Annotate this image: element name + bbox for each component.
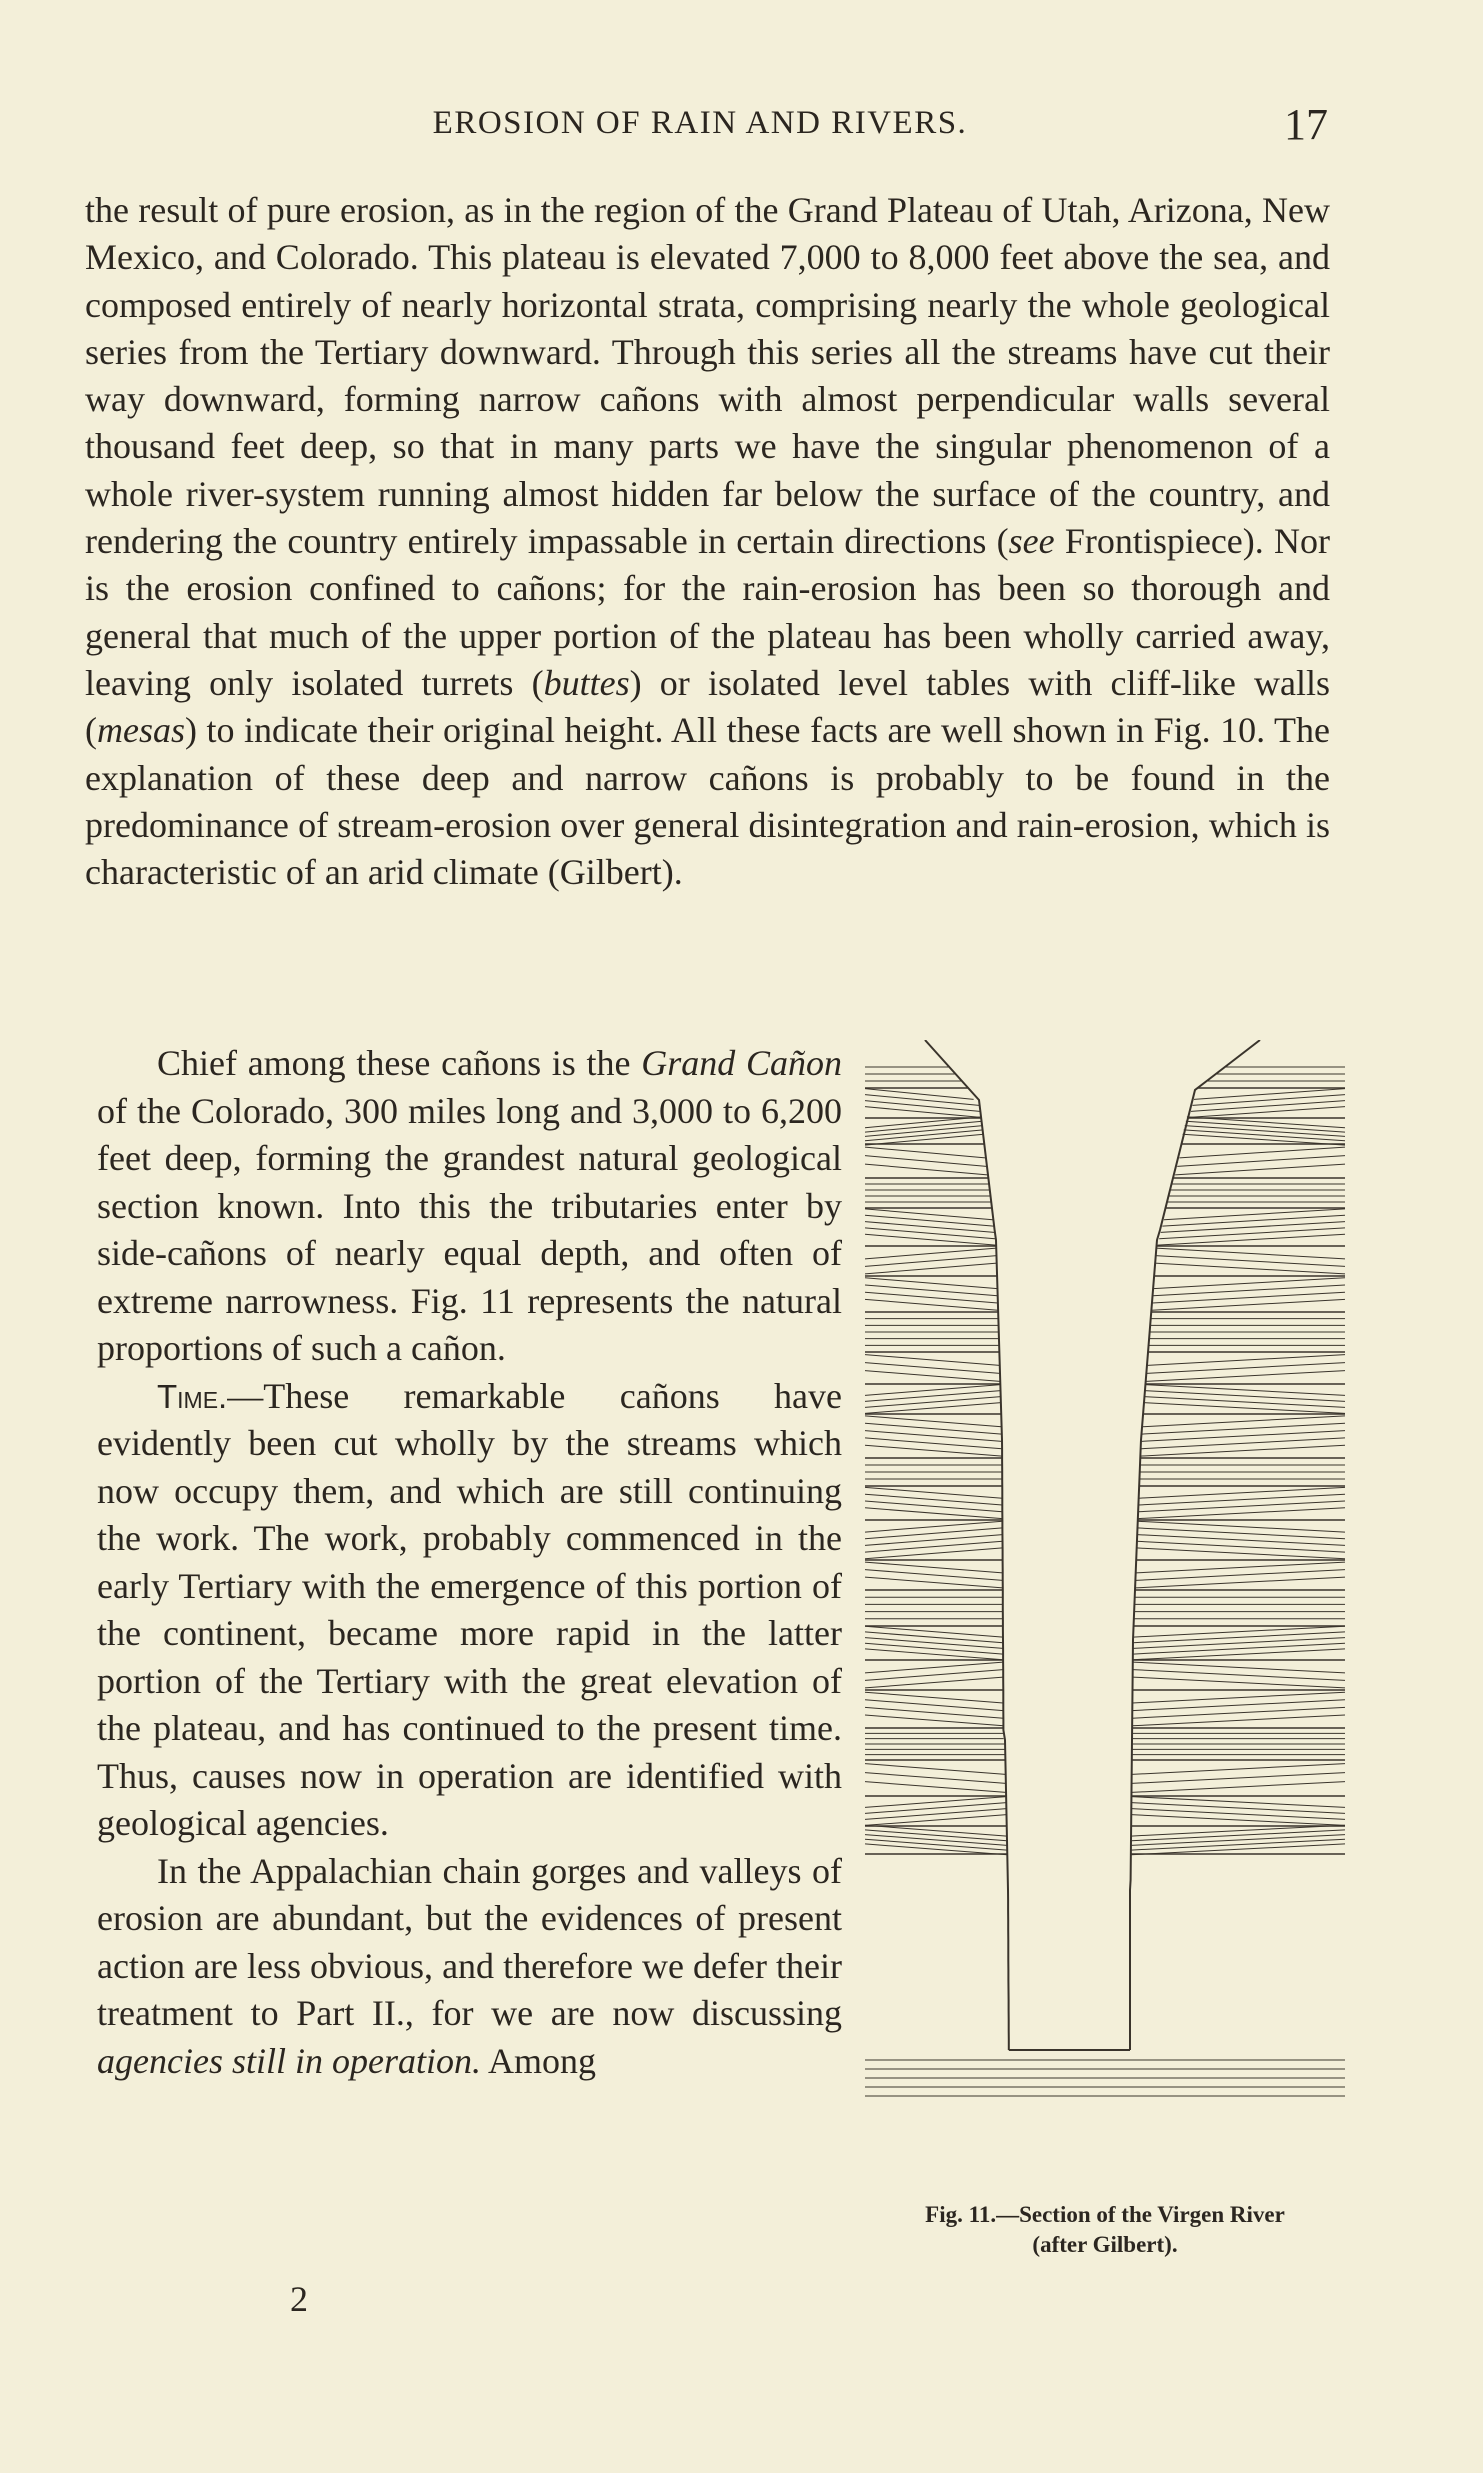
- stratum-hatch-left: [865, 1638, 1003, 1649]
- text-run: Arizona, New Mexico, and Colorado.: [85, 190, 1331, 278]
- figure-canon-section: [865, 1040, 1345, 2300]
- stratum-hatch-left: [865, 1797, 1006, 1808]
- stratum-hatch-right: [1161, 1222, 1345, 1233]
- stratum-hatch-left: [865, 1541, 1003, 1552]
- stratum-hatch-right: [1138, 1508, 1345, 1519]
- stratum-hatch-left: [865, 1548, 1003, 1559]
- text-run: —These remarkable cañons have evidently been cut wholly by the streams which now occupy them, and which are still continuing the work. The work, probably commenced in the early Tertiary with the emergence of this portion of the continent, became more rapid in the latter portion of the Tertiary with the great elevation of the plateau, and has continued to the present time. Thus, causes now in operation are identified with geological agencies.: [97, 1375, 842, 1843]
- canon-section-drawing: [865, 1040, 1345, 2180]
- stratum-hatch-right: [1131, 1839, 1345, 1850]
- stratum-hatch-left: [865, 1403, 1001, 1414]
- stratum-hatch-left: [865, 1501, 1002, 1512]
- stratum-hatch-right: [1131, 1803, 1345, 1814]
- stratum-hatch-right: [1137, 1541, 1345, 1552]
- text-run: This plateau is elevated 7,000 to 8,000 feet above the sea, and composed entirely of nearly horizontal strata, comprising nearly the whole geological series from the Tertiary downward. Through this series all the streams have cut their way downward, forming narrow cañons with almost perpendicular walls several thousand feet deep, so that in many parts we have the singular phenomenon of a whole river-system running almost hidden far below the surface of the country, and rendering the country entirely impassable in certain directions (: [85, 237, 1330, 562]
- section-lead: Time.: [157, 1377, 228, 1415]
- canon-left-wall: [925, 1040, 1009, 2050]
- text-column: [97, 1040, 842, 2085]
- stratum-hatch-left: [865, 1397, 1001, 1408]
- stratum-hatch-left: [865, 1839, 1007, 1850]
- stratum-hatch-right: [1131, 1809, 1345, 1820]
- stratum-hatch-right: [1158, 1234, 1345, 1245]
- stratum-hatch-right: [1190, 1107, 1346, 1118]
- figure-caption: [865, 2200, 1345, 2260]
- stratum-hatch-right: [1145, 1385, 1345, 1396]
- stratum-hatch-right: [1194, 1089, 1345, 1100]
- stratum-hatch-left: [865, 1764, 1006, 1775]
- stratum-hatch-right: [1162, 1215, 1345, 1226]
- stratum-hatch-right: [1139, 1494, 1345, 1505]
- stratum-hatch-right: [1131, 1835, 1345, 1846]
- stratum-hatch-left: [865, 1830, 1007, 1841]
- stratum-hatch-left: [865, 1222, 994, 1233]
- stratum-hatch-left: [865, 1228, 995, 1239]
- stratum-hatch-right: [1139, 1487, 1345, 1498]
- stratum-hatch-left: [865, 1528, 1002, 1539]
- stratum-hatch-left: [865, 1844, 1007, 1855]
- stratum-hatch-right: [1138, 1501, 1345, 1512]
- stratum-hatch-left: [865, 1156, 986, 1167]
- paragraph-time: [97, 1373, 842, 1848]
- stratum-hatch-right: [1131, 1815, 1345, 1826]
- stratum-hatch-left: [865, 1164, 987, 1175]
- stratum-hatch-left: [865, 1089, 974, 1100]
- stratum-hatch-left: [865, 1643, 1003, 1654]
- stratum-hatch-right: [1133, 1643, 1345, 1654]
- stratum-hatch-right: [1137, 1528, 1345, 1539]
- text-run: Frontispiece). Nor is the erosion confined to cañons; for the rain-erosion has been so thorough and general that much of the upper portion of the plateau has been wholly carried away, leaving only isolated turrets (: [85, 521, 1330, 703]
- stratum-hatch-left: [865, 1107, 980, 1118]
- stratum-hatch-right: [1184, 1130, 1345, 1141]
- stratum-hatch-left: [865, 1126, 983, 1137]
- text-run: In the Appalachian chain gorges and valleys of erosion are abundant, but the evidences of present action are less obvious, and therefore we defer their treatment to Part II., for we are now discussing: [97, 1850, 842, 2033]
- stratum-hatch-left: [865, 1147, 985, 1158]
- stratum-hatch-left: [865, 1487, 1002, 1498]
- paragraph-grand-canon: [97, 1040, 842, 1373]
- stratum-hatch-left: [865, 1535, 1003, 1546]
- stratum-hatch-right: [1164, 1209, 1345, 1220]
- italic-text: Grand Cañon: [641, 1043, 842, 1083]
- stratum-hatch-right: [1137, 1535, 1345, 1546]
- stratum-hatch-left: [865, 1809, 1006, 1820]
- stratum-hatch-right: [1133, 1626, 1345, 1637]
- stratum-hatch-left: [865, 1835, 1007, 1846]
- stratum-hatch-right: [1145, 1391, 1345, 1402]
- stratum-hatch-right: [1133, 1649, 1345, 1660]
- stratum-hatch-right: [1131, 1830, 1345, 1841]
- stratum-hatch-right: [1144, 1403, 1345, 1414]
- stratum-hatch-right: [1132, 1773, 1345, 1784]
- stratum-hatch-left: [865, 1121, 982, 1132]
- stratum-hatch-right: [1175, 1164, 1345, 1175]
- stratum-hatch-left: [865, 1773, 1006, 1784]
- stratum-hatch-left: [865, 1508, 1002, 1519]
- text-run: Chief among these cañons is the: [157, 1043, 642, 1083]
- stratum-hatch-left: [865, 1209, 993, 1220]
- italic-text: agencies still in operation.: [97, 2040, 481, 2081]
- stratum-hatch-left: [865, 1101, 980, 1112]
- stratum-hatch-left: [865, 1803, 1006, 1814]
- stratum-hatch-left: [865, 1234, 996, 1245]
- stratum-hatch-right: [1131, 1825, 1345, 1836]
- italic-text: mesas: [97, 710, 185, 751]
- stratum-hatch-right: [1191, 1101, 1345, 1112]
- stratum-hatch-right: [1132, 1764, 1345, 1775]
- stratum-hatch-right: [1131, 1797, 1345, 1808]
- stratum-hatch-left: [865, 1130, 983, 1141]
- stratum-hatch-right: [1159, 1228, 1345, 1239]
- stratum-hatch-right: [1136, 1548, 1345, 1559]
- figure-caption-line2: (after Gilbert).: [1032, 2232, 1178, 2257]
- text-run: ) to indicate their original height. All these facts are well shown in Fig. 10. The explanation of these deep and narrow cañons is probably to be found in the predominance of stream-erosion over general disintegration and rain-erosion, which is characteristic of an arid climate (Gilbert).: [85, 710, 1330, 893]
- stratum-hatch-right: [1179, 1147, 1345, 1158]
- italic-text: see: [1008, 521, 1055, 562]
- stratum-hatch-right: [1185, 1126, 1345, 1137]
- stratum-hatch-left: [865, 1385, 1001, 1396]
- text-run: of the Colorado, 300 miles long and 3,000 to 6,200 feet deep, forming the grandest natural geological section known. Into this the tributaries enter by side-cañons of nearly equal depth, and often of extreme narrowness. Fig. 11 represents the natural proportions of such a cañon.: [97, 1090, 842, 1368]
- page-number: 17: [1284, 100, 1328, 149]
- stratum-hatch-left: [865, 1825, 1007, 1836]
- stratum-hatch-left: [865, 1649, 1003, 1660]
- figure-caption-line1: Fig. 11.—Section of the Virgen River: [925, 2202, 1285, 2227]
- stratum-hatch-right: [1131, 1844, 1345, 1855]
- stratum-hatch-left: [865, 1626, 1003, 1637]
- canon-right-wall: [1130, 1040, 1260, 2050]
- stratum-hatch-left: [865, 1215, 993, 1226]
- stratum-hatch-right: [1177, 1156, 1345, 1167]
- paragraph-grand-plateau: [85, 187, 1330, 896]
- stratum-hatch-right: [1133, 1638, 1345, 1649]
- stratum-hatch-left: [865, 1095, 979, 1106]
- running-title: EROSION OF RAIN AND RIVERS.: [432, 105, 968, 141]
- stratum-hatch-right: [1144, 1397, 1345, 1408]
- stratum-hatch-right: [1186, 1121, 1345, 1132]
- italic-text: buttes: [543, 662, 630, 703]
- text-run: the result of pure erosion, as in the region of the Grand Plateau of Utah,: [85, 190, 1121, 230]
- stratum-hatch-left: [865, 1782, 1006, 1793]
- stratum-hatch-right: [1138, 1521, 1345, 1532]
- stratum-hatch-right: [1193, 1095, 1346, 1106]
- paragraph-appalachian: [97, 1848, 842, 2086]
- stratum-hatch-left: [865, 1815, 1007, 1826]
- stratum-hatch-left: [865, 1391, 1001, 1402]
- text-run: Among: [480, 2040, 596, 2081]
- stratum-hatch-left: [865, 1632, 1003, 1643]
- signature-mark: 2: [290, 2279, 308, 2319]
- stratum-hatch-right: [1133, 1632, 1345, 1643]
- stratum-hatch-left: [865, 1494, 1002, 1505]
- text-run: ) or isolated level tables with cliff-like walls (: [85, 662, 1330, 751]
- stratum-hatch-right: [1132, 1782, 1345, 1793]
- running-head: [0, 100, 1483, 155]
- stratum-hatch-left: [865, 1521, 1002, 1532]
